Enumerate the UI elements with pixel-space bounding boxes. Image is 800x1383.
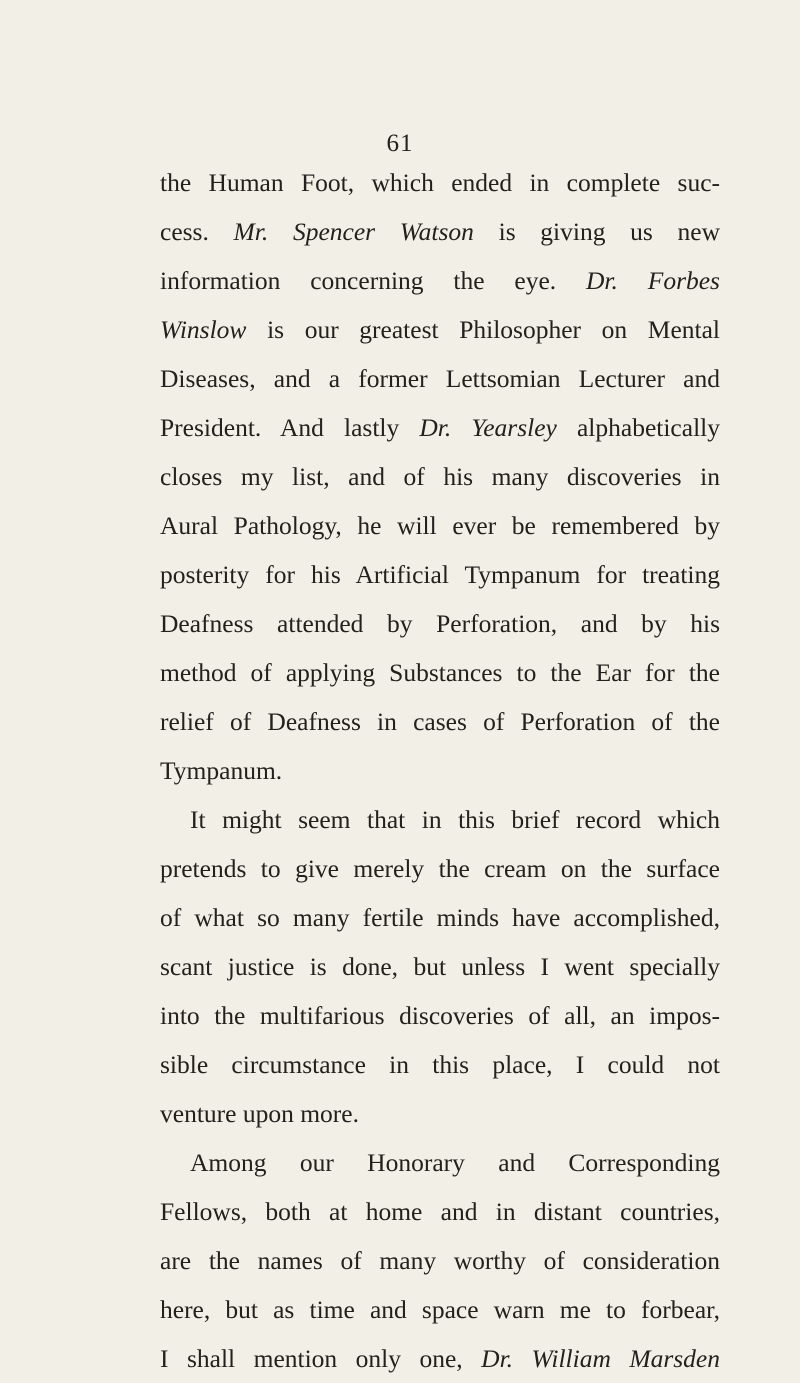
text-line: I shall mention only one, Dr. William Marsden [160,1344,720,1373]
text-line: scant justice is done, but unless I went specially [160,952,720,981]
person-name: Dr. Forbes [586,266,720,295]
text-line: It might seem that in this brief record which [190,805,720,834]
text-line: Diseases, and a former Lettsomian Lecturer and [160,364,720,393]
text-line: posterity for his Artificial Tympanum for treating [160,560,720,589]
text-line: pretends to give merely the cream on the surface [160,854,720,883]
text-line: closes my list, and of his many discoveries in [160,462,720,491]
text-line: information concerning the eye. Dr. Forbes [160,266,720,295]
text-line: Among our Honorary and Corresponding [190,1148,720,1177]
person-name: Dr. William Marsden [481,1344,720,1373]
text-line: Aural Pathology, he will ever be remembered by [160,511,720,540]
text-line: sible circumstance in this place, I could not [160,1050,720,1079]
text-line: relief of Deafness in cases of Perforation of the [160,707,720,736]
text-line: of what so many fertile minds have accomplished, [160,903,720,932]
text-line: into the multifarious discoveries of all, an impos- [160,1001,720,1030]
text-line: the Human Foot, which ended in complete suc- [160,168,720,197]
text-line: Tympanum. [160,756,283,785]
text-line: here, but as time and space warn me to forbear, [160,1295,720,1324]
text-line: President. And lastly Dr. Yearsley alphabetically [160,413,720,442]
text-line: Winslow is our greatest Philosopher on Mental [160,315,721,344]
text-line: Deafness attended by Perforation, and by his [160,609,720,638]
text-line: method of applying Substances to the Ear for the [160,658,720,687]
person-name: Mr. Spencer Watson [233,217,474,246]
page-number: 61 [386,130,414,157]
body-text [160,158,720,1383]
person-name: Dr. Yearsley [419,413,557,442]
person-name: Winslow [160,315,247,344]
text-line: venture upon more. [160,1099,359,1128]
text-line: cess. Mr. Spencer Watson is giving us new [160,217,720,246]
text-line: Fellows, both at home and in distant countries, [160,1197,720,1226]
text-line: are the names of many worthy of consideration [160,1246,720,1275]
